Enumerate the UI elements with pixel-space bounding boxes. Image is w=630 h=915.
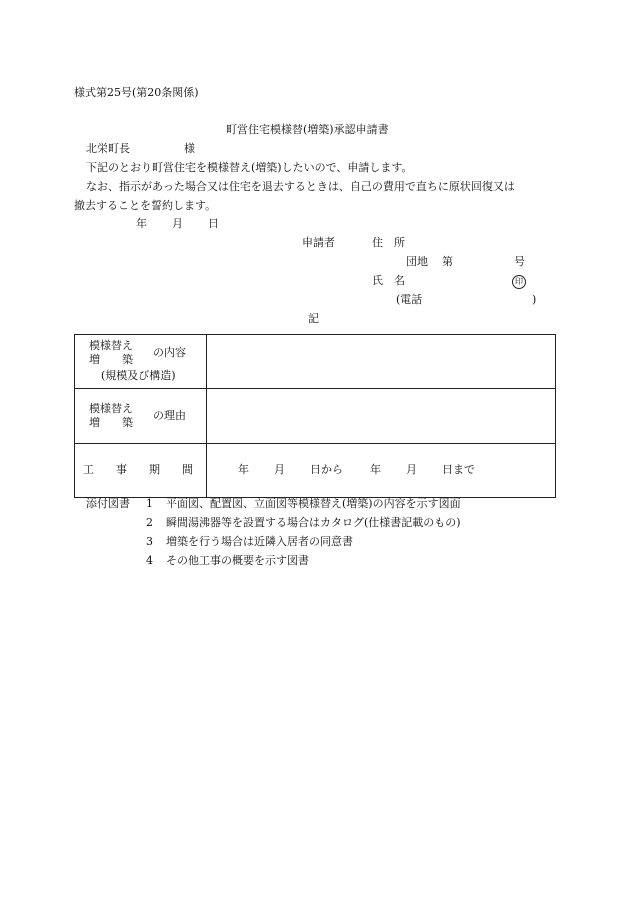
period-value-cell[interactable] xyxy=(207,444,556,498)
content-header-suffix: の内容 xyxy=(153,346,186,359)
attachment-num-3: 3 xyxy=(146,535,153,548)
attachment-text-4: その他工事の概要を示す図書 xyxy=(166,554,309,567)
period-from-year: 年 xyxy=(238,463,249,476)
reason-header-bottom: 増 築 xyxy=(89,416,133,429)
ki-label: 記 xyxy=(308,312,319,325)
date-month: 月 xyxy=(172,217,183,230)
attachment-text-1: 平面図、配置図、立面図等模様替え(増築)の内容を示す図面 xyxy=(166,497,461,510)
attachment-num-2: 2 xyxy=(146,516,153,529)
reason-header xyxy=(75,389,207,444)
content-value-cell[interactable] xyxy=(207,335,556,389)
period-header-label: 工 事 期 間 xyxy=(83,463,193,476)
attachments-label: 添付図書 xyxy=(86,497,130,510)
period-from-month: 月 xyxy=(274,463,285,476)
addressee: 北栄町長 xyxy=(86,142,130,155)
attachment-text-2: 瞬間湯沸器等を設置する場合はカタログ(仕様書記載のもの) xyxy=(166,516,461,529)
content-header-top: 模様替え xyxy=(89,339,133,352)
body-line-3: 撤去することを誓約します。 xyxy=(74,199,217,212)
attachment-text-3: 増築を行う場合は近隣入居者の同意書 xyxy=(166,535,353,548)
content-header xyxy=(75,335,207,389)
reason-header-suffix: の理由 xyxy=(153,409,186,422)
body-line-1: 下記のとおり町営住宅を模様替え(増築)したいので、申請します。 xyxy=(86,161,413,174)
applicant-label: 申請者 xyxy=(302,236,335,249)
form-number: 様式第25号(第20条関係) xyxy=(74,86,199,99)
danchi-label: 団地 xyxy=(406,255,428,268)
go-label: 号 xyxy=(514,255,525,268)
date-day: 日 xyxy=(208,217,219,230)
dai-label: 第 xyxy=(442,255,453,268)
addressee-honorific: 様 xyxy=(184,142,195,155)
application-table xyxy=(74,334,556,498)
date-year: 年 xyxy=(136,217,147,230)
attachment-num-1: 1 xyxy=(146,497,153,510)
period-header xyxy=(75,444,207,498)
table-row-period xyxy=(75,444,556,498)
table-row-content xyxy=(75,335,556,389)
address-label: 住 所 xyxy=(372,236,405,249)
seal-mark xyxy=(512,274,526,289)
body-line-2: なお、指示があった場合又は住宅を退去するときは、自己の費用で直ちに原状回復又は xyxy=(86,180,515,193)
reason-value-cell[interactable] xyxy=(207,389,556,444)
attachment-num-4: 4 xyxy=(146,554,153,567)
period-to-year: 年 xyxy=(370,463,381,476)
period-to-month: 月 xyxy=(406,463,417,476)
page-title: 町営住宅模様替(増築)承認申請書 xyxy=(226,123,389,136)
phone-close: ) xyxy=(532,293,537,306)
period-from-suffix: 日から xyxy=(310,463,343,476)
content-header-bottom: 増 築 xyxy=(89,353,133,366)
content-header-note: (規模及び構造) xyxy=(101,369,176,382)
reason-header-top: 模様替え xyxy=(89,402,133,415)
name-label: 氏 名 xyxy=(372,274,405,287)
period-to-suffix: 日まで xyxy=(442,463,475,476)
table-row-reason xyxy=(75,389,556,444)
seal-icon: 印 xyxy=(512,275,526,289)
phone-open: (電話 xyxy=(396,293,423,306)
